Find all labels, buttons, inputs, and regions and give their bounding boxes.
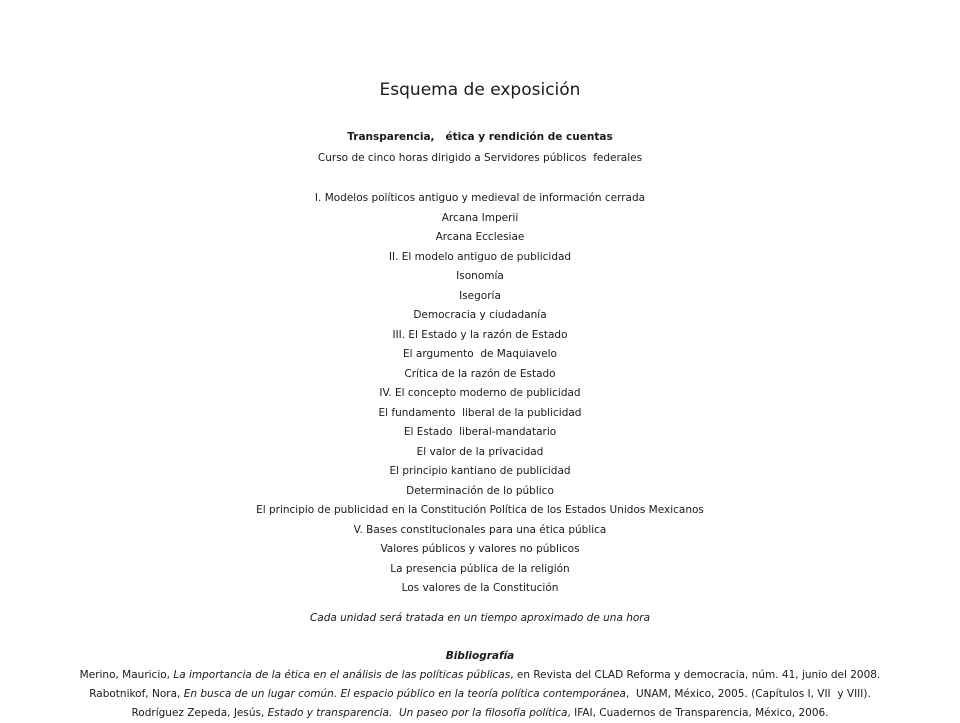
course-description: Curso de cinco horas dirigido a Servidores públicos federales — [317, 152, 643, 164]
outline-item: III. El Estado y la razón de Estado — [392, 328, 568, 341]
bibliography-entry — [0, 685, 960, 704]
outline-item: V. Bases constitucionales para una ética pública — [353, 523, 607, 536]
outline-item: Crítica de la razón de Estado — [404, 367, 556, 380]
outline-item: La presencia pública de la religión — [390, 562, 570, 575]
outline-item: Valores públicos y valores no públicos — [380, 543, 580, 555]
outline-item: Isonomía — [456, 270, 504, 282]
course-outline — [0, 189, 960, 599]
outline-item: Arcana Ecclesiae — [435, 231, 525, 243]
outline-item: El fundamento liberal de la publicidad — [378, 406, 582, 419]
bibliography-entry — [0, 704, 960, 723]
bib-author: Rodríguez Zepeda, Jesús, — [131, 707, 268, 719]
outline-item: Los valores de la Constitución — [401, 582, 559, 594]
bib-title: Estado y transparencia. Un paseo por la filosofía política — [267, 707, 568, 719]
duration-note: Cada unidad será tratada en un tiempo aproximado de una hora — [309, 612, 651, 624]
bib-details: , UNAM, México, 2005. (Capítulos I, VII y VIII). — [625, 688, 871, 700]
outline-item: Isegoría — [459, 289, 501, 302]
outline-item: I. Modelos políticos antiguo y medieval de información cerrada — [314, 192, 646, 204]
bib-author: Rabotnikof, Nora, — [89, 688, 184, 700]
outline-item: II. El modelo antiguo de publicidad — [388, 250, 572, 263]
outline-item: Determinación de lo público — [406, 484, 554, 497]
bibliography-entry — [0, 666, 960, 685]
outline-item: Democracia y ciudadanía — [413, 309, 547, 321]
bib-title: En busca de un lugar común. El espacio público en la teoría política contemporánea — [183, 688, 626, 700]
outline-item: IV. El concepto moderno de publicidad — [379, 387, 581, 399]
outline-item: El principio kantiano de publicidad — [389, 465, 571, 477]
outline-item: El valor de la privacidad — [416, 445, 544, 458]
page-title: Esquema de exposición — [379, 80, 581, 100]
bib-details: , en Revista del CLAD Reforma y democracia, núm. 41, junio del 2008. — [510, 669, 881, 681]
bib-author: Merino, Mauricio, — [79, 669, 174, 681]
outline-item: El argumento de Maquiavelo — [403, 348, 557, 360]
outline-item: El principio de publicidad en la Constitución Política de los Estados Unidos Mexicanos — [256, 504, 704, 516]
outline-item: El Estado liberal-mandatario — [403, 426, 557, 438]
bibliography-list — [0, 666, 960, 723]
bibliography-heading: Bibliografía — [445, 650, 515, 662]
bib-title: La importancia de la ética en el análisis de las políticas públicas — [173, 669, 511, 681]
bib-details: , IFAI, Cuadernos de Transparencia, México, 2006. — [567, 707, 829, 719]
outline-item: Arcana Imperii — [441, 211, 519, 224]
course-subtitle: Transparencia, ética y rendición de cuentas — [347, 131, 613, 143]
